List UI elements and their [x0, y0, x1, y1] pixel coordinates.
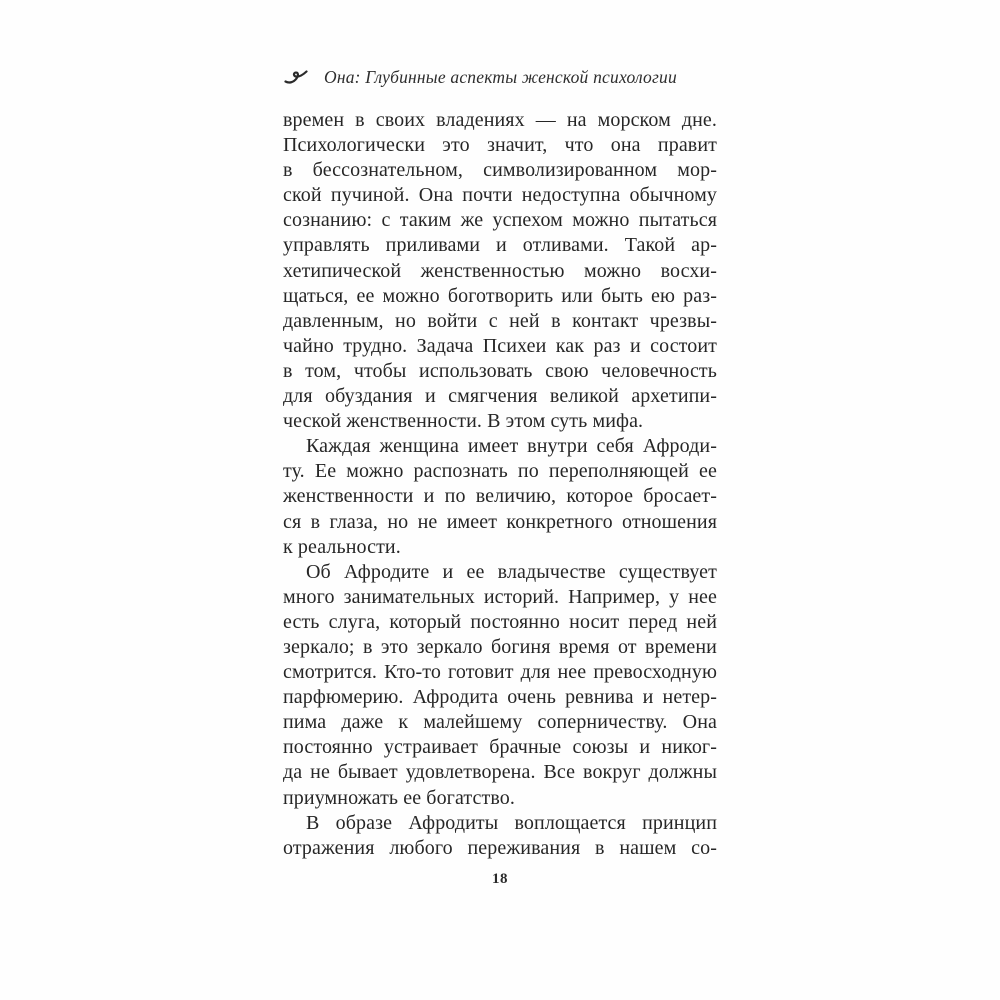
- text-line: Каждая женщина имеет внутри себя Афроди-: [306, 435, 717, 458]
- text-line: в бессознательном, символизированном мор-: [283, 159, 717, 182]
- text-line: постоянно устраивает брачные союзы и никог-: [283, 736, 717, 759]
- text-line: в том, чтобы использовать свою человечность: [283, 359, 717, 382]
- text-line: сознанию: с таким же успехом можно пытаться: [283, 209, 717, 232]
- text-line: приумножать ее богатство.: [283, 786, 515, 809]
- text-line: отражения любого переживания в нашем со-: [283, 836, 717, 859]
- text-line: давленным, но войти с ней в контакт чрезвы-: [283, 309, 717, 332]
- text-line: зеркало; в это зеркало богиня время от времени: [283, 635, 717, 658]
- page-text: [283, 108, 717, 861]
- text-column: [283, 0, 717, 1000]
- text-line: ской пучиной. Она почти недоступна обычному: [283, 184, 717, 207]
- text-line: Психологически это значит, что она правит: [283, 134, 717, 157]
- text-line: чайно трудно. Задача Психеи как раз и состоит: [283, 334, 717, 357]
- text-line: к реальности.: [283, 535, 401, 558]
- text-line: ческой женственности. В этом суть мифа.: [283, 410, 644, 433]
- running-header-title: Она: Глубинные аспекты женской психологии: [324, 67, 677, 87]
- running-header: [283, 64, 717, 90]
- text-line: смотрится. Кто-то готовит для нее превосходную: [283, 661, 717, 684]
- page-number: 18: [492, 871, 508, 887]
- text-line: ся в глаза, но не имеет конкретного отношения: [283, 510, 717, 533]
- swash-ornament-icon: [284, 69, 308, 85]
- text-line: да не бывает удовлетворена. Все вокруг должны: [283, 761, 717, 784]
- text-line: для обуздания и смягчения великой архетипи-: [283, 385, 717, 408]
- text-line: много занимательных историй. Например, у нее: [283, 585, 717, 608]
- text-line: щаться, ее можно боготворить или быть ею раз-: [283, 284, 717, 307]
- text-line: хетипической женственностью можно восхи-: [283, 259, 717, 282]
- text-line: Об Афродите и ее владычестве существует: [306, 560, 717, 583]
- text-line: времен в своих владениях — на морском дне.: [283, 109, 717, 131]
- text-line: ту. Ее можно распознать по переполняющей ее: [283, 460, 717, 483]
- text-line: В образе Афродиты воплощается принцип: [306, 811, 717, 834]
- text-line: парфюмерию. Афродита очень ревнива и нетер-: [283, 686, 717, 709]
- text-line: есть слуга, который постоянно носит перед ней: [283, 610, 717, 633]
- text-line: женственности и по величию, которое бросает-: [283, 485, 717, 508]
- text-line: управлять приливами и отливами. Такой ар-: [283, 234, 717, 257]
- text-line: пима даже к малейшему соперничеству. Она: [283, 711, 717, 734]
